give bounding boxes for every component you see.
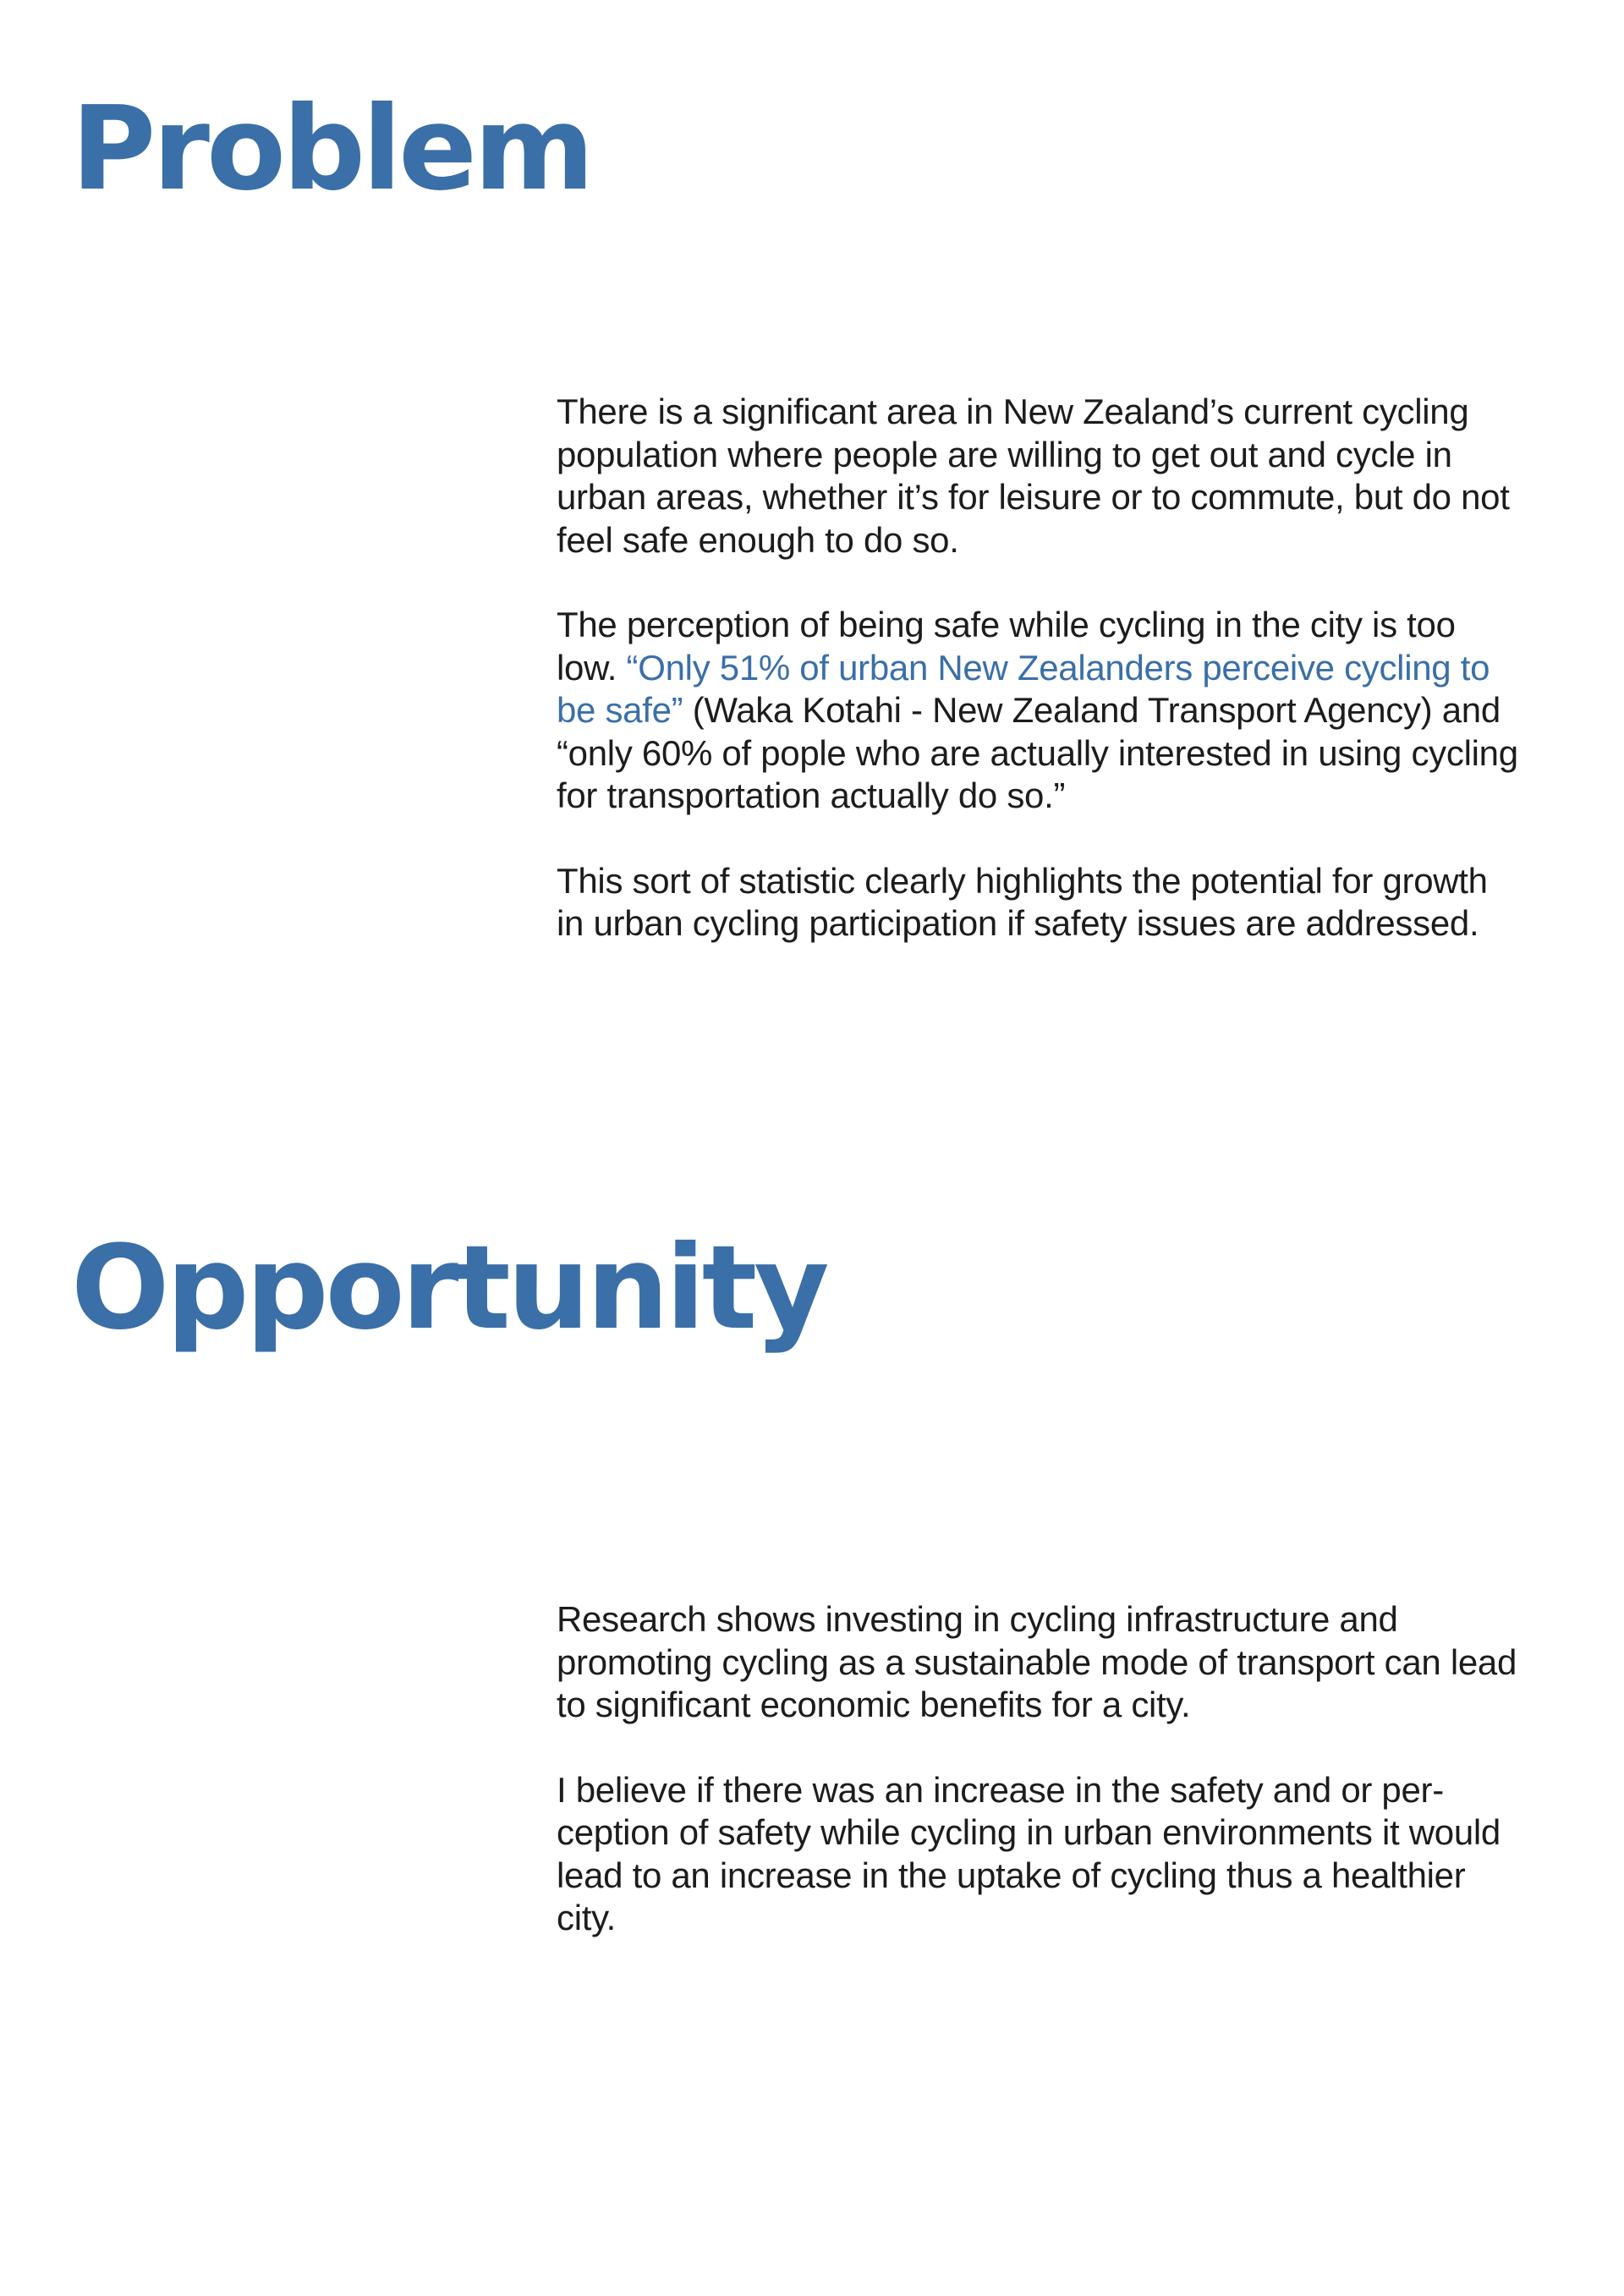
opportunity-body [557,1598,1521,1940]
opportunity-paragraph-2: I believe if there was an increase in the safety and or per-ception of safety while cycling in urban environments it would lead to an increase in the uptake of cycling thus a healthier city. [557,1769,1501,1937]
problem-paragraph-2 [557,604,1521,818]
problem-paragraph-1: There is a significant area in New Zealand’s current cycling population where people are willing to get out and cycle in urban areas, whether it’s for leisure or to commute, but do not feel safe enough to do so. [557,392,1510,560]
statistic-quote: “Only 51% of urban New Zealanders perceive cycling to be safe” [557,647,1490,730]
problem-heading: Problem [71,82,591,216]
problem-paragraph-3: This sort of statistic clearly highlights the potential for growth in urban cycling participation if safety issues are addressed. [557,860,1488,943]
opportunity-paragraph-1: Research shows investing in cycling infrastructure and promoting cycling as a sustainable mode of transport can lead to significant economic benefits for a city. [557,1599,1517,1724]
problem-paragraph-2-trail: (Waka Kotahi - New Zealand Transport Agency) and “only 60% of pople who are actually interested in using cycling for transportation actually do so.” [557,690,1518,815]
problem-paragraph-2-lead: The perception of being safe while cycling in the city is too low. [557,605,1456,688]
problem-body [557,391,1521,945]
opportunity-heading: Opportunity [71,1221,826,1356]
